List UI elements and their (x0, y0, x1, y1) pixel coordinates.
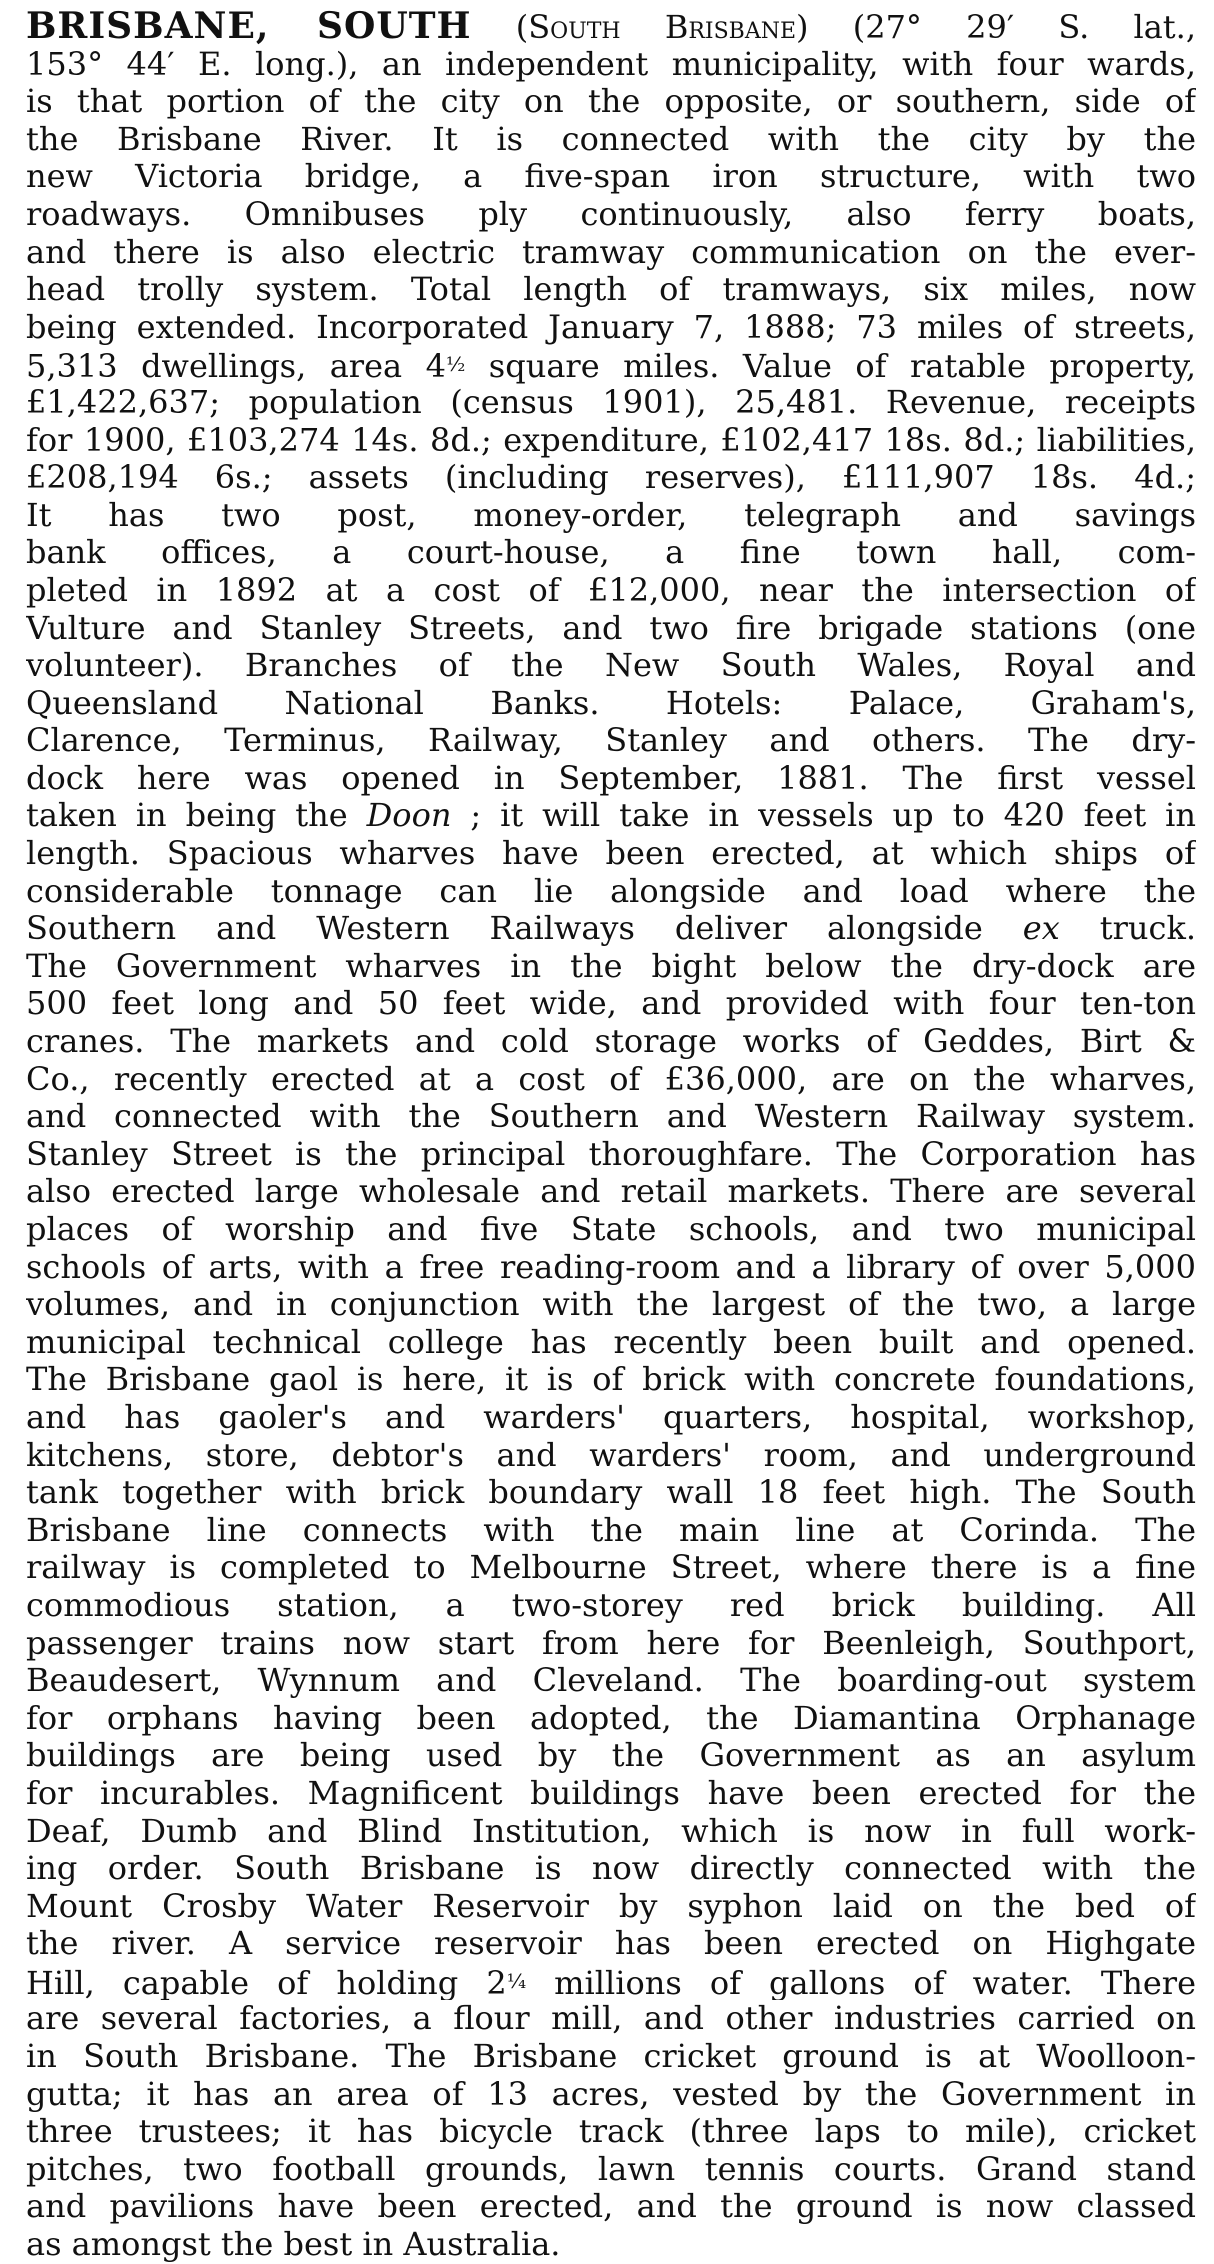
entry-line (26, 8, 1196, 46)
entry-line: three trustees; it has bicycle track (three laps to mile), cricket (26, 2113, 1196, 2151)
entry-line: 153° 44′ E. long.), an independent municipality, with four wards, (26, 45, 1196, 83)
entry-line: The Government wharves in the bight below the dry-dock are (26, 947, 1196, 985)
latin-term: ex (1022, 910, 1060, 948)
entry-line: Mount Crosby Water Reservoir by syphon laid on the bed of (26, 1887, 1196, 1925)
entry-line: volunteer). Branches of the New South Wales, Royal and (26, 647, 1196, 685)
entry-line: volumes, and in conjunction with the largest of the two, a large (26, 1286, 1196, 1324)
entry-line: dock here was opened in September, 1881. The first vessel (26, 759, 1196, 797)
entry-line: and connected with the Southern and Western Railway system. (26, 1098, 1196, 1136)
fraction-quarter: ¼ (506, 1968, 527, 1993)
entry-line: Vulture and Stanley Streets, and two fire brigade stations (one (26, 609, 1196, 647)
entry-text: square miles. Value of ratable property, (465, 347, 1196, 384)
entry-line: Deaf, Dumb and Blind Institution, which is now in full work- (26, 1812, 1196, 1850)
vessel-name: Doon (366, 797, 452, 835)
entry-line: gutta; it has an area of 13 acres, vested by the Government in (26, 2075, 1196, 2113)
entry-line: pitches, two football grounds, lawn tennis courts. Grand stand (26, 2150, 1196, 2188)
entry-line: Co., recently erected at a cost of £36,000, are on the wharves, (26, 1060, 1196, 1098)
entry-line: passenger trains now start from here for Beenleigh, Southport, (26, 1624, 1196, 1662)
entry-line: in South Brisbane. The Brisbane cricket ground is at Woolloon- (26, 2038, 1196, 2076)
entry-headword: BRISBANE, SOUTH (26, 8, 472, 46)
entry-text: Southern and Western Railways deliver alongside (26, 910, 1023, 948)
entry-line: for orphans having been adopted, the Diamantina Orphanage (26, 1699, 1196, 1737)
entry-line: bank offices, a court-house, a fine town hall, com- (26, 534, 1196, 572)
entry-line (26, 1963, 1196, 2001)
entry-line: considerable tonnage can lie alongside and load where the (26, 872, 1196, 910)
entry-line: commodious station, a two-storey red brick building. All (26, 1586, 1196, 1624)
entry-line: and there is also electric tramway communication on the ever- (26, 233, 1196, 271)
entry-line: the Brisbane River. It is connected with the city by the (26, 120, 1196, 158)
entry-line (26, 797, 1196, 835)
entry-line: The Brisbane gaol is here, it is of brick with concrete foundations, (26, 1361, 1196, 1399)
entry-line: Stanley Street is the principal thoroughfare. The Corporation has (26, 1135, 1196, 1173)
entry-line: also erected large wholesale and retail markets. There are several (26, 1173, 1196, 1211)
entry-line: the river. A service reservoir has been erected on Highgate (26, 1925, 1196, 1963)
entry-text: 5,313 dwellings, area 4 (26, 347, 446, 384)
entry-line: and pavilions have been erected, and the ground is now classed (26, 2188, 1196, 2226)
entry-line: kitchens, store, debtor's and warders' room, and underground (26, 1436, 1196, 1474)
entry-line: Brisbane line connects with the main line at Corinda. The (26, 1511, 1196, 1549)
entry-text: (27° 29′ S. lat., (808, 8, 1196, 46)
entry-text: taken in being the (26, 797, 367, 835)
entry-alternate-name: (South Brisbane) (515, 8, 809, 46)
entry-line: for incurables. Magnificent buildings have been erected for the (26, 1774, 1196, 1812)
entry-line: Queensland National Banks. Hotels: Palace, Graham's, (26, 684, 1196, 722)
encyclopedia-entry (26, 8, 1196, 2264)
entry-line: and has gaoler's and warders' quarters, hospital, workshop, (26, 1398, 1196, 1436)
entry-line: schools of arts, with a free reading-room and a library of over 5,000 (26, 1248, 1196, 1286)
entry-text: Hill, capable of holding 2 (26, 1963, 507, 2001)
entry-line: places of worship and five State schools, and two municipal (26, 1211, 1196, 1248)
entry-text: millions of gallons of water. There (526, 1963, 1196, 2001)
entry-line (26, 346, 1196, 384)
entry-text: ; it will take in vessels up to 420 feet in (470, 797, 1196, 835)
entry-line: is that portion of the city on the opposite, or southern, side of (26, 83, 1196, 121)
entry-line: municipal technical college has recently been built and opened. (26, 1323, 1196, 1361)
entry-line: Clarence, Terminus, Railway, Stanley and others. The dry- (26, 722, 1196, 760)
entry-line: length. Spacious wharves have been erected, at which ships of (26, 835, 1196, 873)
entry-line: as amongst the best in Australia. (26, 2226, 561, 2264)
entry-line: buildings are being used by the Government as an asylum (26, 1737, 1196, 1775)
entry-line: 500 feet long and 50 feet wide, and provided with four ten-ton (26, 985, 1196, 1023)
entry-line: It has two post, money-order, telegraph and savings (26, 496, 1196, 534)
entry-line: head trolly system. Total length of tramways, six miles, now (26, 271, 1196, 309)
entry-line (26, 910, 1196, 948)
entry-line: being extended. Incorporated January 7, 1888; 73 miles of streets, (26, 308, 1196, 346)
entry-line: for 1900, £103,274 14s. 8d.; expenditure, £102,417 18s. 8d.; liabilities, (26, 421, 1196, 459)
entry-line: ing order. South Brisbane is now directly connected with the (26, 1850, 1196, 1888)
entry-line: are several factories, a flour mill, and other industries carried on (26, 2000, 1196, 2038)
entry-line: pleted in 1892 at a cost of £12,000, near the intersection of (26, 571, 1196, 609)
entry-line: railway is completed to Melbourne Street, where there is a fine (26, 1549, 1196, 1587)
entry-line: tank together with brick boundary wall 18 feet high. The South (26, 1474, 1196, 1512)
entry-line: Beaudesert, Wynnum and Cleveland. The boarding-out system (26, 1662, 1196, 1700)
fraction-half: ½ (445, 352, 466, 377)
entry-line: cranes. The markets and cold storage works of Geddes, Birt & (26, 1023, 1196, 1061)
entry-line: new Victoria bridge, a five-span iron structure, with two (26, 158, 1196, 196)
entry-line: £208,194 6s.; assets (including reserves), £111,907 18s. 4d.; (26, 459, 1196, 497)
entry-text: truck. (1059, 910, 1196, 948)
entry-line: £1,422,637; population (census 1901), 25,481. Revenue, receipts (26, 383, 1196, 421)
entry-line: roadways. Omnibuses ply continuously, also ferry boats, (26, 195, 1196, 233)
